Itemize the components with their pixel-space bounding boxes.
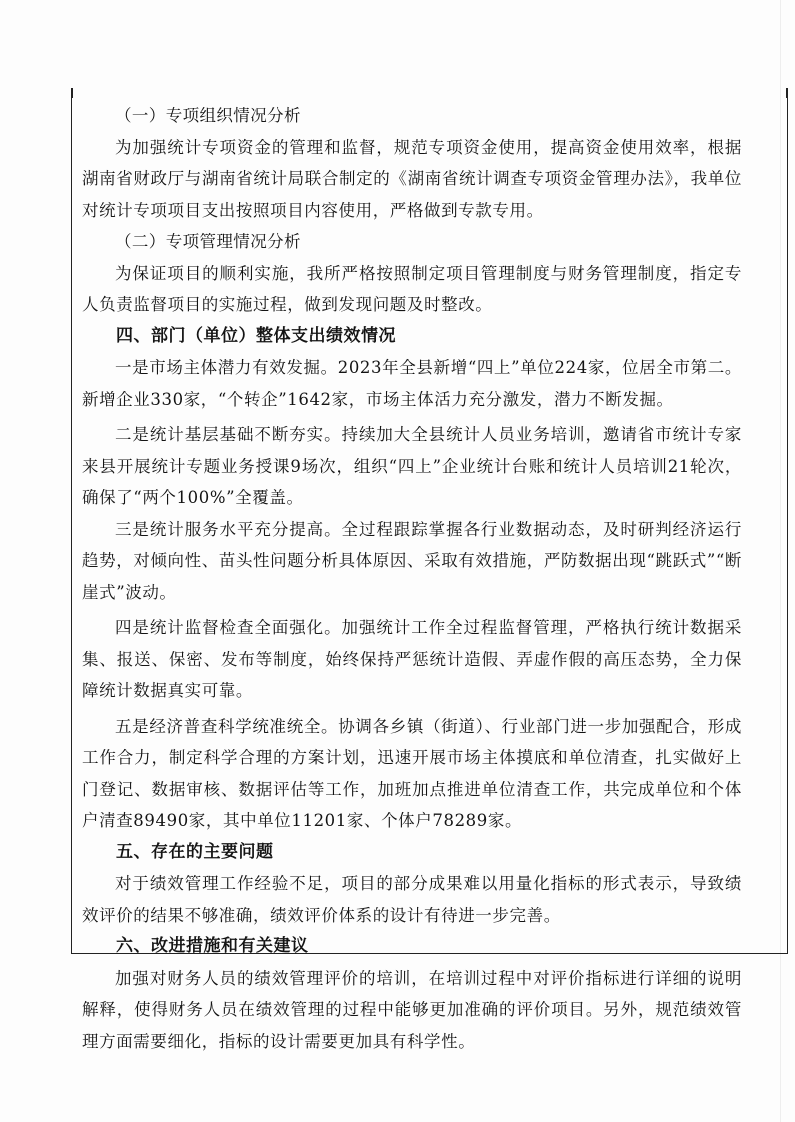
paragraph-performance-5: 五是经济普查科学统准统全。协调各乡镇（街道）、行业部门进一步加强配合，形成工作合力，制定科学合理的方案计划，迅速开展市场主体摸底和单位清查，扎实做好上门登记、数据审核、数据评估等工作，加班加点推进单位清查工作，共完成单位和个体户清查89490家，其中单位11201家、个体户78289家。 <box>82 716 742 830</box>
paragraph-performance-4: 四是统计监督检查全面强化。加强统计工作全过程监督管理，严格执行统计数据采集、报送、保密、发布等制度，始终保持严惩统计造假、弄虚作假的高压态势，全力保障统计数据真实可靠。 <box>82 618 742 700</box>
heading-overall-performance: 四、部门（单位）整体支出绩效情况 <box>116 325 396 346</box>
subheading-special-organization: （一）专项组织情况分析 <box>115 106 301 125</box>
heading-improvements: 六、改进措施和有关建议 <box>116 936 309 956</box>
document-body <box>82 100 742 1057</box>
paragraph-main-problems: 对于绩效管理工作经验不足，项目的部分成果难以用量化指标的形式表示，导致绩效评价的结果不够准确，绩效评价体系的设计有待进一步完善。 <box>82 874 742 925</box>
paragraph-performance-1: 一是市场主体潜力有效发掘。2023年全县新增“四上”单位224家，位居全市第二。新增企业330家，“个转企”1642家，市场主体活力充分激发，潜力不断发掘。 <box>82 358 742 409</box>
paragraph-performance-3: 三是统计服务水平充分提高。全过程跟踪掌握各行业数据动态，及时研判经济运行趋势，对倾向性、苗头性问题分析具体原因、采取有效措施，严防数据出现“跳跃式”“断崖式”波动。 <box>82 519 742 602</box>
paragraph-special-organization: 为加强统计专项资金的管理和监督，规范专项资金使用，提高资金使用效率，根据湖南省财政厅与湖南省统计局联合制定的《湖南省统计调查专项资金管理办法》，我单位对统计专项项目支出按照项目内容使用，严格做到专款专用。 <box>82 137 742 220</box>
paragraph-improvements: 加强对财务人员的绩效管理评价的培训，在培训过程中对评价指标进行详细的说明解释，使得财务人员在绩效管理的过程中能够更加准确的评价项目。另外，规范绩效管理方面需要细化，指标的设计需要更加具有科学性。 <box>82 968 742 1051</box>
subheading-special-management: （二）专项管理情况分析 <box>115 232 301 251</box>
heading-main-problems: 五、存在的主要问题 <box>116 841 274 862</box>
paragraph-performance-2: 二是统计基层基础不断夯实。持续加大全县统计人员业务培训，邀请省市统计专家来县开展统计专题业务授课9场次，组织“四上”企业统计台账和统计人员培训21轮次，确保了“两个100%”全覆盖。 <box>82 425 742 507</box>
paragraph-special-management: 为保证项目的顺利实施，我所严格按照制定项目管理制度与财务管理制度，指定专人负责监督项目的实施过程，做到发现问题及时整改。 <box>82 263 742 314</box>
